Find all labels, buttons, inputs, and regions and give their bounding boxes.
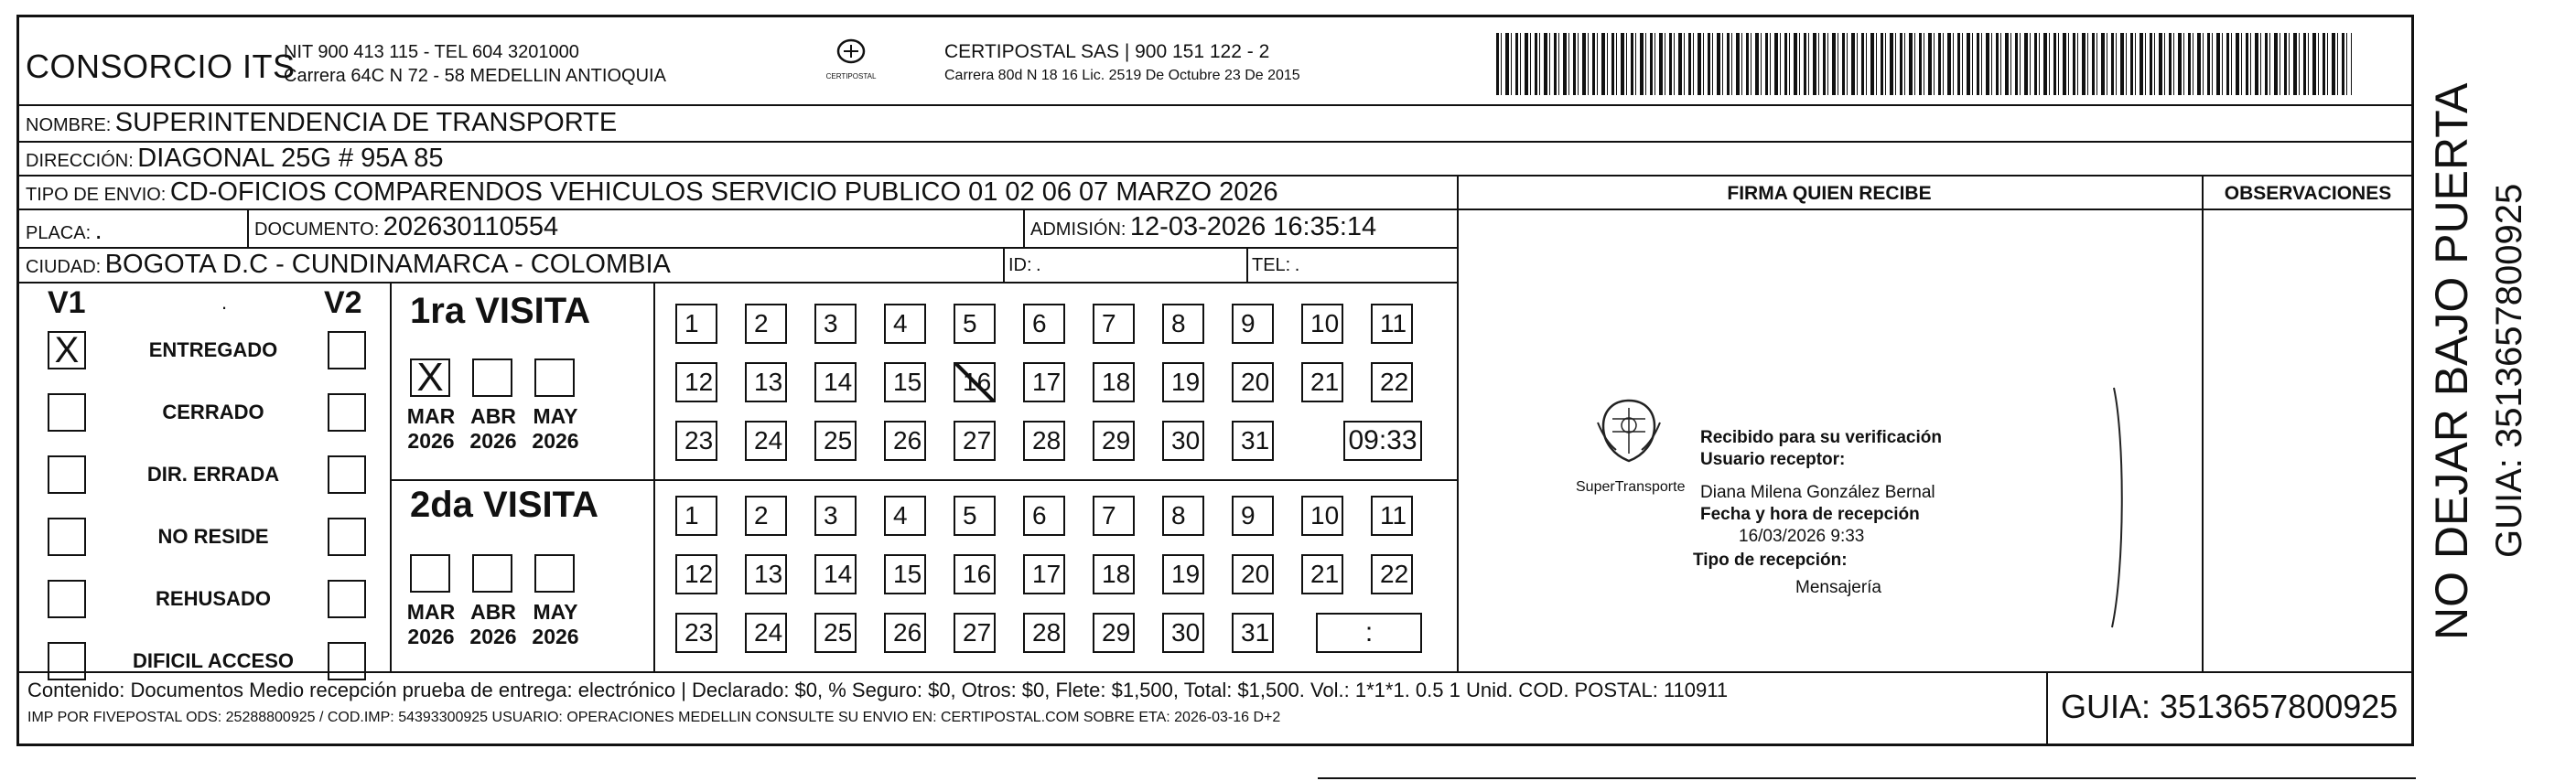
plate-value: . bbox=[94, 216, 102, 245]
visit1-day-box[interactable]: 23 bbox=[675, 421, 717, 461]
v1-label: V1 bbox=[48, 285, 86, 320]
visit2-day-box[interactable]: 28 bbox=[1023, 613, 1065, 653]
id-label: ID: bbox=[1008, 255, 1032, 275]
visit1-day-box[interactable]: 13 bbox=[745, 362, 787, 402]
v1-checkbox[interactable] bbox=[48, 455, 86, 494]
v1-checkbox[interactable]: X bbox=[48, 331, 86, 369]
visit1-day-box[interactable]: 17 bbox=[1023, 362, 1065, 402]
send-type: CD-OFICIOS COMPARENDOS VEHICULOS SERVICIO PUBLICO 01 02 06 07 MARZO 2026 bbox=[169, 177, 1278, 207]
stamp-line7: Mensajería bbox=[1795, 578, 1881, 597]
stamp-org: SuperTransporte bbox=[1576, 479, 1686, 495]
visit2-day-box[interactable]: 17 bbox=[1023, 554, 1065, 594]
visit2-month-label bbox=[399, 600, 463, 649]
visit2-day-box[interactable]: 26 bbox=[884, 613, 926, 653]
month-year: 2026 bbox=[469, 625, 517, 648]
logo-caption: CERTIPOSTAL bbox=[825, 72, 877, 80]
visit2-day-box[interactable]: 3 bbox=[814, 496, 857, 536]
visit1-title: 1ra VISITA bbox=[410, 291, 591, 331]
send-type-row bbox=[26, 177, 1278, 208]
v1-checkbox[interactable] bbox=[48, 393, 86, 432]
visit2-day-box[interactable]: 14 bbox=[814, 554, 857, 594]
status-option-label: ENTREGADO bbox=[148, 338, 278, 361]
visit1-month-label bbox=[523, 404, 587, 454]
visit2-day-box[interactable]: 5 bbox=[954, 496, 996, 536]
visit1-day-box[interactable]: 4 bbox=[884, 304, 926, 344]
carrier-address: Carrera 80d N 18 16 Lic. 2519 De Octubre 23 De 2015 bbox=[944, 68, 1300, 83]
visit1-day-box[interactable]: 21 bbox=[1301, 362, 1343, 402]
v1-checkbox[interactable] bbox=[48, 518, 86, 556]
visit2-month-checkbox[interactable] bbox=[472, 554, 512, 593]
footer-imp: IMP POR FIVEPOSTAL ODS: 25288800925 / COD.IMP: 54393300925 USUARIO: OPERACIONES MEDELLIN CONSULTE SU ENVIO EN: CERTIPOSTAL.COM SOBRE ETA: 2026-03-16 D+2 bbox=[27, 710, 1281, 725]
status-option-label: CERRADO bbox=[162, 401, 264, 423]
visit2-day-box[interactable]: 4 bbox=[884, 496, 926, 536]
visit1-month-checkbox[interactable]: X bbox=[410, 358, 450, 397]
stamp-line5: 16/03/2026 9:33 bbox=[1739, 527, 1865, 546]
plate-label: PLACA: bbox=[26, 223, 92, 243]
city-value: BOGOTA D.C - CUNDINAMARCA - COLOMBIA bbox=[104, 250, 671, 279]
v1-checkbox[interactable] bbox=[48, 580, 86, 618]
month-name: ABR bbox=[470, 404, 516, 428]
document-field bbox=[254, 212, 558, 242]
admission-value: 12-03-2026 16:35:14 bbox=[1129, 212, 1377, 241]
visit2-day-box[interactable]: 8 bbox=[1162, 496, 1204, 536]
visit1-day-box[interactable]: 24 bbox=[745, 421, 787, 461]
status-option-label: NO RESIDE bbox=[157, 525, 269, 548]
visit2-title: 2da VISITA bbox=[410, 485, 598, 525]
stamp-line1 bbox=[1700, 428, 1942, 448]
visit2-time[interactable]: : bbox=[1316, 613, 1422, 653]
id-field bbox=[1008, 255, 1041, 276]
v2-checkbox[interactable] bbox=[328, 518, 366, 556]
visit2-day-box[interactable]: 12 bbox=[675, 554, 717, 594]
visit2-day-box[interactable]: 22 bbox=[1371, 554, 1413, 594]
month-year: 2026 bbox=[407, 625, 455, 648]
month-name: ABR bbox=[470, 600, 516, 624]
visit1-day-box[interactable]: 15 bbox=[884, 362, 926, 402]
visit1-day-box[interactable]: 12 bbox=[675, 362, 717, 402]
visit1-day-box[interactable]: 18 bbox=[1093, 362, 1135, 402]
visit1-day-box[interactable]: 6 bbox=[1023, 304, 1065, 344]
address-row bbox=[26, 144, 443, 174]
visit1-day-box[interactable]: 27 bbox=[954, 421, 996, 461]
visit2-day-box[interactable]: 27 bbox=[954, 613, 996, 653]
address-label: DIRECCIÓN: bbox=[26, 151, 134, 171]
visit1-time[interactable]: 09:33 bbox=[1343, 421, 1422, 461]
visit2-day-box[interactable]: 13 bbox=[745, 554, 787, 594]
company-name: CONSORCIO ITS bbox=[26, 48, 296, 85]
visit2-day-box[interactable]: 31 bbox=[1232, 613, 1274, 653]
recipient-name: SUPERINTENDENCIA DE TRANSPORTE bbox=[114, 108, 618, 137]
month-name: MAY bbox=[533, 600, 578, 624]
visit1-day-box[interactable]: 28 bbox=[1023, 421, 1065, 461]
visit1-day-box[interactable]: 30 bbox=[1162, 421, 1204, 461]
visit1-month-label bbox=[399, 404, 463, 454]
visit1-day-box[interactable]: 2 bbox=[745, 304, 787, 344]
visit1-day-box[interactable]: 16 bbox=[954, 362, 996, 402]
footer-content: Contenido: Documentos Medio recepción prueba de entrega: electrónico | Declarado: $0, % Seguro: $0, Otros: $0, Flete: $1,500, Total: $1,500. Vol.: 1*1*1. 0.5 1 Unid. COD. POSTAL: 110911 bbox=[27, 679, 1729, 701]
visit2-month-label bbox=[523, 600, 587, 649]
visit2-day-box[interactable]: 1 bbox=[675, 496, 717, 536]
stamp-line1-text: Recibido para su verificación bbox=[1700, 428, 1942, 447]
carrier-name: CERTIPOSTAL SAS | 900 151 122 - 2 bbox=[944, 41, 1270, 62]
visit2-day-box[interactable]: 24 bbox=[745, 613, 787, 653]
tel-label: TEL: bbox=[1252, 255, 1291, 275]
v1-checkbox[interactable] bbox=[48, 642, 86, 680]
visit2-day-box[interactable]: 15 bbox=[884, 554, 926, 594]
city-field bbox=[26, 250, 671, 280]
visit2-month-checkbox[interactable] bbox=[534, 554, 575, 593]
observations-heading: OBSERVACIONES bbox=[2224, 183, 2392, 204]
visit2-day-box[interactable]: 19 bbox=[1162, 554, 1204, 594]
plate-field bbox=[26, 216, 102, 246]
id-value: . bbox=[1036, 255, 1041, 275]
visit2-day-box[interactable]: 21 bbox=[1301, 554, 1343, 594]
visit2-day-box[interactable]: 6 bbox=[1023, 496, 1065, 536]
month-name: MAR bbox=[406, 404, 456, 428]
visit1-day-box[interactable]: 1 bbox=[675, 304, 717, 344]
side-guide: GUIA: 3513657800925 bbox=[2489, 183, 2529, 558]
stamp-line2 bbox=[1700, 450, 1845, 470]
name-row bbox=[26, 108, 617, 138]
visit2-month-checkbox[interactable] bbox=[410, 554, 450, 593]
visit1-day-box[interactable]: 9 bbox=[1232, 304, 1274, 344]
certipostal-logo bbox=[824, 37, 878, 80]
status-dot: . bbox=[221, 291, 228, 314]
visit1-day-box[interactable]: 25 bbox=[814, 421, 857, 461]
visit1-day-box[interactable]: 8 bbox=[1162, 304, 1204, 344]
stamp-line6-text: Tipo de recepción: bbox=[1693, 551, 1848, 570]
city-label: CIUDAD: bbox=[26, 257, 102, 277]
signature-heading: FIRMA QUIEN RECIBE bbox=[1727, 183, 1932, 204]
visit1-day-box[interactable]: 31 bbox=[1232, 421, 1274, 461]
tel-field bbox=[1252, 255, 1299, 276]
visit2-day-box[interactable]: 16 bbox=[954, 554, 996, 594]
visit2-day-box[interactable]: 29 bbox=[1093, 613, 1135, 653]
visit1-day-box[interactable]: 10 bbox=[1301, 304, 1343, 344]
visit1-day-box[interactable]: 20 bbox=[1232, 362, 1274, 402]
visit1-month-checkbox[interactable] bbox=[534, 358, 575, 397]
v2-checkbox[interactable] bbox=[328, 393, 366, 432]
visit1-day-box[interactable]: 14 bbox=[814, 362, 857, 402]
visit1-day-box[interactable]: 7 bbox=[1093, 304, 1135, 344]
logo-icon bbox=[833, 37, 869, 70]
bracket-mark bbox=[2105, 384, 2132, 631]
visit2-day-box[interactable]: 10 bbox=[1301, 496, 1343, 536]
month-name: MAR bbox=[406, 600, 456, 624]
v2-checkbox[interactable] bbox=[328, 580, 366, 618]
side-notice: NO DEJAR BAJO PUERTA bbox=[2426, 82, 2477, 640]
stamp-line4-text: Fecha y hora de recepción bbox=[1700, 505, 1920, 524]
recipient-address: DIAGONAL 25G # 95A 85 bbox=[137, 144, 444, 173]
visit2-day-box[interactable]: 11 bbox=[1371, 496, 1413, 536]
visit1-day-box[interactable]: 26 bbox=[884, 421, 926, 461]
month-year: 2026 bbox=[532, 429, 579, 453]
visit2-day-box[interactable]: 2 bbox=[745, 496, 787, 536]
visit1-day-box[interactable]: 29 bbox=[1093, 421, 1135, 461]
name-label: NOMBRE: bbox=[26, 115, 112, 135]
status-option-label: REHUSADO bbox=[156, 587, 271, 610]
v2-checkbox[interactable] bbox=[328, 331, 366, 369]
admission-field bbox=[1030, 212, 1376, 242]
footer-guide: GUIA: 3513657800925 bbox=[2061, 688, 2398, 725]
visit2-day-box[interactable]: 18 bbox=[1093, 554, 1135, 594]
month-year: 2026 bbox=[407, 429, 455, 453]
document-value: 202630110554 bbox=[383, 212, 559, 241]
v2-checkbox[interactable] bbox=[328, 642, 366, 680]
visit2-day-box[interactable]: 20 bbox=[1232, 554, 1274, 594]
month-year: 2026 bbox=[532, 625, 579, 648]
stamp-line2-text: Usuario receptor: bbox=[1700, 450, 1846, 469]
v2-label: V2 bbox=[324, 285, 362, 320]
stamp-line3: Diana Milena González Bernal bbox=[1700, 483, 1935, 502]
visit2-day-box[interactable]: 9 bbox=[1232, 496, 1274, 536]
visit2-day-box[interactable]: 25 bbox=[814, 613, 857, 653]
barcode bbox=[1496, 33, 2352, 95]
month-year: 2026 bbox=[469, 429, 517, 453]
coat-of-arms-icon bbox=[1592, 395, 1665, 477]
visit2-day-box[interactable]: 30 bbox=[1162, 613, 1204, 653]
visit1-day-box[interactable]: 5 bbox=[954, 304, 996, 344]
visit2-month-label bbox=[461, 600, 525, 649]
visit1-day-box[interactable]: 22 bbox=[1371, 362, 1413, 402]
visit2-day-box[interactable]: 23 bbox=[675, 613, 717, 653]
status-option-label: DIFICIL ACCESO bbox=[132, 649, 294, 672]
company-address: Carrera 64C N 72 - 58 MEDELLIN ANTIOQUIA bbox=[284, 66, 666, 86]
visit1-day-box[interactable]: 19 bbox=[1162, 362, 1204, 402]
visit1-month-label bbox=[461, 404, 525, 454]
visit1-day-box[interactable]: 3 bbox=[814, 304, 857, 344]
admission-label: ADMISIÓN: bbox=[1030, 219, 1126, 240]
status-option-label: DIR. ERRADA bbox=[146, 463, 280, 486]
stamp-line4 bbox=[1700, 505, 1920, 525]
v2-checkbox[interactable] bbox=[328, 455, 366, 494]
send-type-label: TIPO DE ENVIO: bbox=[26, 185, 167, 205]
tel-value: . bbox=[1294, 255, 1300, 275]
document-label: DOCUMENTO: bbox=[254, 219, 380, 240]
company-nit: NIT 900 413 115 - TEL 604 3201000 bbox=[284, 42, 579, 62]
visit1-day-box[interactable]: 11 bbox=[1371, 304, 1413, 344]
month-name: MAY bbox=[533, 404, 578, 428]
stamp-line6 bbox=[1693, 551, 1848, 571]
visit2-day-box[interactable]: 7 bbox=[1093, 496, 1135, 536]
visit1-month-checkbox[interactable] bbox=[472, 358, 512, 397]
